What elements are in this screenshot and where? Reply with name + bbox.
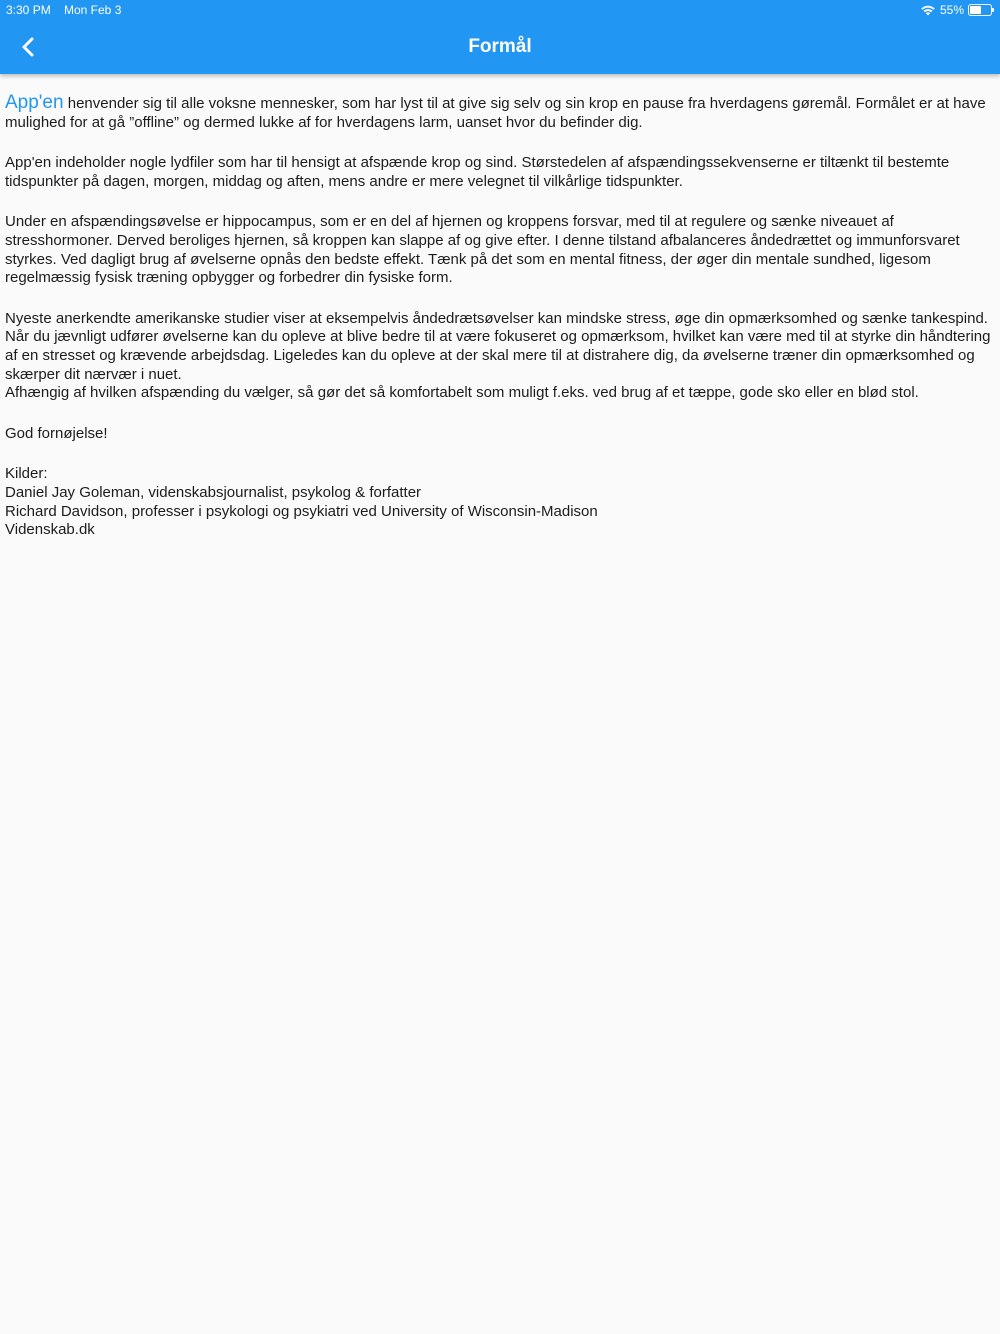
source-item: Videnskab.dk (5, 521, 95, 539)
sources-heading: Kilder: (5, 465, 48, 483)
source-item: Daniel Jay Goleman, videnskabsjournalist, psykolog & forfatter (5, 483, 422, 501)
wifi-icon (920, 4, 936, 16)
closing-text: God fornøjelse! (5, 424, 108, 442)
page-title: Formål (468, 36, 532, 57)
source-item: Richard Davidson, professer i psykologi og psykiatri ved University of Wisconsin-Madison (5, 502, 598, 520)
content-body (5, 94, 993, 562)
status-time: 3:30 PM (6, 3, 51, 17)
status-date: Mon Feb 3 (64, 3, 122, 17)
battery-icon (968, 4, 992, 16)
paragraph-comfort-text: Afhængig af hvilken afspænding du vælger, så gør det så komfortabelt som muligt f.eks. ved brug af et tæppe, gode sko eller en blød stol. (5, 384, 919, 402)
status-bar (0, 0, 1000, 20)
paragraph-audio-files: App'en indeholder nogle lydfiler som har til hensigt at afspænde krop og sind. Størstedelen af afspændingssekvenserne er tiltænkt til bestemte tidspunkter på dagen, morgen, middag og aften, mens andre er mere velegnet til vilkårlige tidspunkter. (5, 154, 950, 190)
intro-paragraph (5, 94, 993, 132)
app-bar (0, 0, 1000, 74)
intro-text: henvender sig til alle voksne mennesker, som har lyst til at give sig selv og sin krop en pause fra hverdagens gøremål. Formålet er at have mulighed for at gå ”offline” og dermed lukke af for hverdagens larm, uanset hvor du befinder dig. (5, 95, 986, 131)
paragraph-studies (5, 310, 993, 403)
paragraph-studies-text: Nyeste anerkendte amerikanske studier viser at eksempelvis åndedrætsøvelser kan mindske stress, øge din opmærksomhed og sænke tankespind. Når du jævnligt udfører øvelserne kan du opleve at blive bedre til at være fokuseret og opmærksom, hvilket kan være med til at styrke din håndtering af en stresset og krævende arbejdsdag. Ligeledes kan du opleve at der skal mere til at distrahere dig, da øvelserne træner din opmærksomhed og skærper dit nærvær i nuet. (5, 309, 991, 383)
paragraph-hippocampus: Under en afspændingsøvelse er hippocampus, som er en del af hjernen og kroppens forsvar, med til at regulere og sænke niveauet af stresshormoner. Derved beroliges hjernen, så kroppen kan slappe af og give efter. I denne tilstand afbalanceres åndedrættet og immunforsvaret styrkes. Ved dagligt brug af øvelserne opnås den bedste effekt. Tænk på det som en mental fitness, der øger din mentale sundhed, ligesom regelmæssig fysisk træning opbygger og forbedrer din fysiske form. (5, 213, 960, 287)
sources-block (5, 465, 993, 539)
battery-fill (970, 6, 981, 14)
status-indicators (920, 0, 992, 20)
battery-percent: 55% (939, 3, 964, 17)
intro-lead-word: App'en (5, 92, 64, 113)
